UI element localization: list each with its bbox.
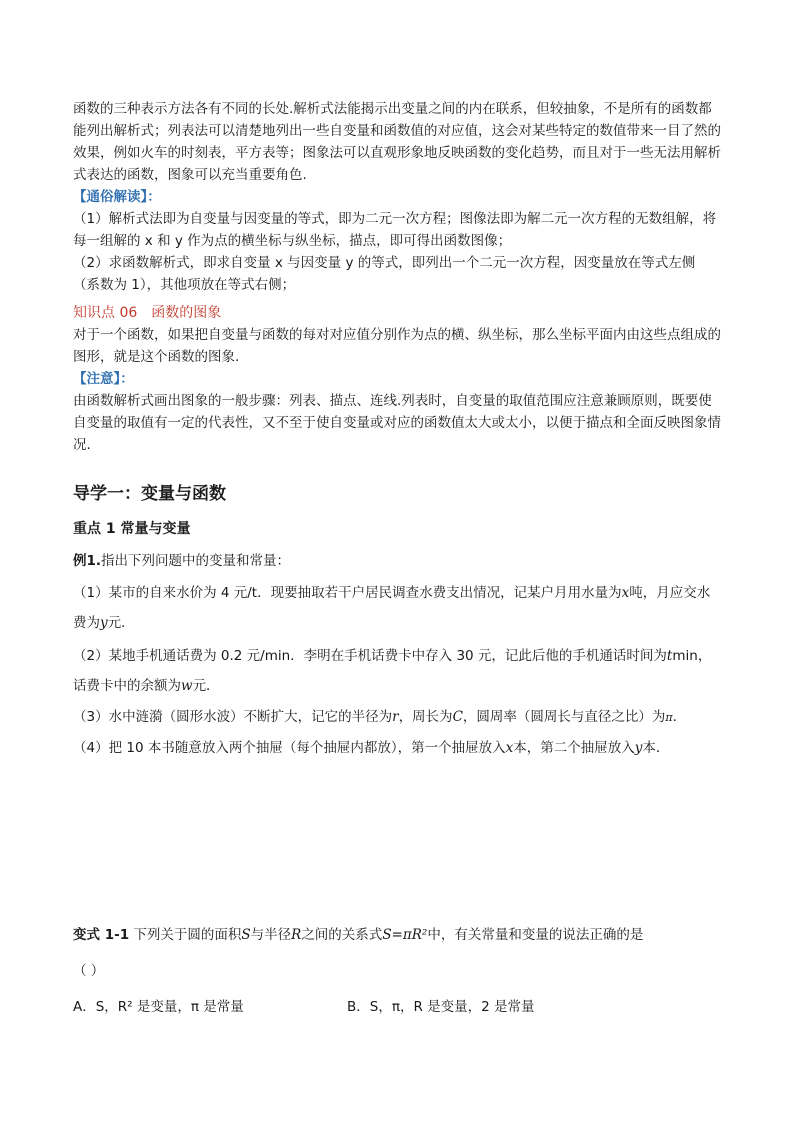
var-r-big: R: [291, 927, 302, 943]
knowledge-point-number: 知识点 06: [73, 305, 138, 321]
var-c: C: [452, 709, 463, 725]
q4-text-a: （4）把 10 本书随意放入两个抽屉（每个抽屉内都放），第一个抽屉放入: [73, 740, 506, 756]
intro-paragraph: 函数的三种表示方法各有不同的长处.解析式法能揭示出变量之间的内在联系，但较抽象，不是所有的函数都能列出解析式；列表法可以清楚地列出一些自变量和函数值的对应值，这会对某些特定的数值带来一目了然的效果，例如火车的时刻表，平方表等；图象法可以直观形象地反映函数的变化趋势，而且对于一些无法用解析式表达的函数，图象可以充当重要角色.: [73, 101, 721, 183]
variant-stem: [73, 924, 733, 946]
var-r: r: [392, 709, 399, 725]
variant-text-b: 与半径: [250, 927, 292, 943]
var-x: x: [621, 585, 630, 601]
knowledge-point-name: 函数的图象: [151, 305, 222, 321]
var-w: w: [181, 678, 193, 694]
example-label: 例1.: [73, 553, 102, 569]
note-body: 由函数解析式画出图象的一般步骤：列表、描点、连线.列表时，自变量的取值范围应注意兼顾原则，既要使自变量的取值有一定的代表性，又不至于使自变量或对应的函数值太大或太小，以便于描点和全面反映图象情况.: [73, 393, 721, 453]
tongsu-label: 【通俗解读】：: [73, 189, 161, 205]
tongsu-item-1: （1）解析式法即为自变量与因变量的等式，即为二元一次方程；图像法即为解二元一次方程的无数组解，将每一组解的 x 和 y 作为点的横坐标与纵坐标，描点，即可得出函数图像；: [73, 211, 717, 249]
knowledge-point-title: [73, 302, 721, 324]
q4-text-c: 本．: [642, 740, 670, 756]
question-1-cont: [73, 612, 733, 634]
q1-text-b: 吨，月应交水: [629, 585, 711, 601]
q1-text-c: 费为: [73, 615, 100, 631]
example-stem-text: 指出下列问题中的变量和常量：: [101, 553, 291, 569]
key-point-heading: 重点 1 常量与变量: [73, 521, 191, 537]
q2-text-c: 话费卡中的余额为: [73, 678, 181, 694]
area-formula: S=πR²: [382, 927, 428, 943]
q2-text-d: 元．: [192, 678, 220, 694]
q2-text-a: （2）某地手机通话费为 0.2 元/min．李明在手机话费卡中存入 30 元，记此后他的手机通话时间为: [73, 648, 667, 664]
variant-label: 变式 1-1: [73, 927, 130, 943]
var-y: y: [100, 615, 108, 631]
q1-text-d: 元．: [107, 615, 135, 631]
section-title: 导学一：变量与函数: [73, 484, 226, 504]
q3-text-b: ，周长为: [398, 709, 453, 725]
answer-blank: （ ）: [73, 963, 105, 979]
q3-text-d: ．: [672, 709, 687, 725]
var-pi: π: [665, 711, 673, 724]
q4-text-b: 本，第二个抽屉放入: [513, 740, 635, 756]
variant-text-d: 中，有关常量和变量的说法正确的是: [427, 927, 644, 943]
knowledge-point-body: 对于一个函数，如果把自变量与函数的每对对应值分别作为点的横、纵坐标，那么坐标平面内由这些点组成的图形，就是这个函数的图象.: [73, 327, 721, 365]
variant-text-a: 下列关于圆的面积: [133, 927, 242, 943]
option-a: A．S，R² 是变量，π 是常量: [73, 999, 244, 1015]
note-label: 【注意】：: [73, 371, 134, 387]
variant-text-c: 之间的关系式: [301, 927, 383, 943]
question-1: [73, 582, 733, 604]
var-x-2: x: [505, 740, 514, 756]
intro-section: [73, 98, 721, 456]
var-t: t: [666, 648, 673, 664]
q3-text-c: ，圆周率（圆周长与直径之比）为: [462, 709, 666, 725]
var-s: S: [241, 927, 251, 943]
var-y-2: y: [634, 740, 643, 756]
q2-text-b: min，: [672, 648, 712, 664]
question-4: [73, 737, 733, 759]
question-2-cont: [73, 675, 733, 697]
q1-text-a: （1）某市的自来水价为 4 元/t．现要抽取若干户居民调查水费支出情况，记某户月用水量为: [73, 585, 622, 601]
question-3: [73, 706, 733, 729]
tongsu-item-2: （2）求函数解析式，即求自变量 x 与因变量 y 的等式，即列出一个二元一次方程，因变量放在等式左侧（系数为 1），其他项放在等式右侧；: [73, 255, 696, 293]
option-b: B．S，π，R 是变量，2 是常量: [347, 999, 535, 1015]
example-stem: [73, 550, 733, 572]
question-2: [73, 645, 733, 667]
q3-text-a: （3）水中涟漪（圆形水波）不断扩大，记它的半径为: [73, 709, 393, 725]
